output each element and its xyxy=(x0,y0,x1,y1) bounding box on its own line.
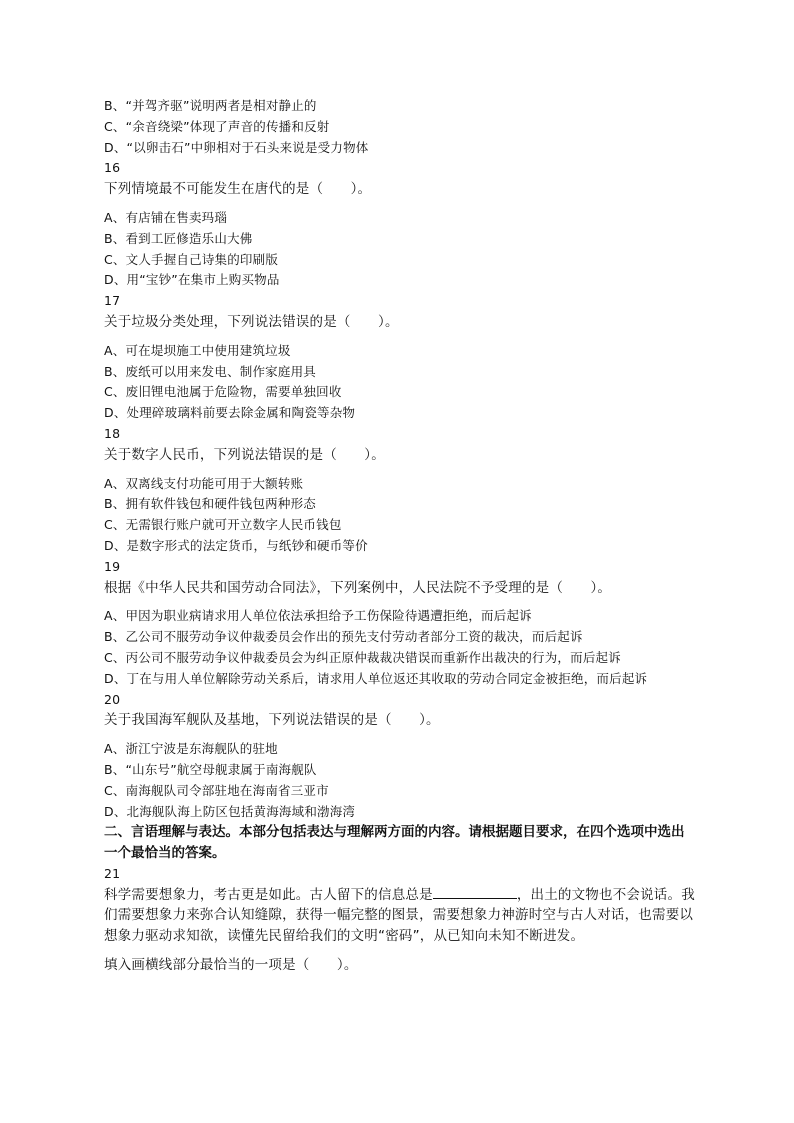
exam-page xyxy=(104,96,704,976)
question-17 xyxy=(104,291,704,424)
question-number: 21 xyxy=(104,865,121,881)
option-a: A、双离线支付功能可用于大额转账 xyxy=(104,475,304,491)
question-stem: 根据《中华人民共和国劳动合同法》，下列案例中，人民法院不予受理的是（ ）。 xyxy=(104,579,612,596)
question-number: 20 xyxy=(104,691,121,707)
option-c: C、废旧锂电池属于危险物，需要单独回收 xyxy=(104,384,342,400)
fill-in-blank xyxy=(433,885,517,899)
option-c: C、“余音绕梁”体现了声音的传播和反射 xyxy=(104,118,330,134)
option-b: B、“并驾齐驱”说明两者是相对静止的 xyxy=(104,98,317,113)
option-b: B、“山东号”航空母舰隶属于南海舰队 xyxy=(104,761,317,777)
question-number: 18 xyxy=(104,425,121,441)
option-b: B、看到工匠修造乐山大佛 xyxy=(104,230,253,246)
option-b: B、乙公司不服劳动争议仲裁委员会作出的预先支付劳动者部分工资的裁决，而后起诉 xyxy=(104,629,583,645)
section-heading: 二、言语理解与表达。本部分包括表达与理解两方面的内容。请根据题目要求，在四个选项中选出一个最恰当的答案。 xyxy=(104,824,685,862)
option-d: D、是数字形式的法定货币，与纸钞和硬币等价 xyxy=(104,537,368,553)
question-21 xyxy=(104,864,704,976)
question-15-options-tail xyxy=(104,96,704,158)
question-18 xyxy=(104,424,704,557)
question-stem: 关于垃圾分类处理，下列说法错误的是（ ）。 xyxy=(104,313,399,330)
option-a: A、有店铺在售卖玛瑙 xyxy=(104,209,228,225)
option-d: D、丁在与用人单位解除劳动关系后，请求用人单位返还其收取的劳动合同定金被拒绝，而后起诉 xyxy=(104,670,648,686)
option-d: D、北海舰队海上防区包括黄海海域和渤海湾 xyxy=(104,803,356,819)
question-number: 17 xyxy=(104,293,121,309)
option-c: C、文人手握自己诗集的印刷版 xyxy=(104,251,279,267)
option-c: C、丙公司不服劳动争议仲裁委员会为纠正原仲裁裁决错误而重新作出裁决的行为，而后起诉 xyxy=(104,649,621,665)
question-prompt: 填入画横线部分最恰当的一项是（ ）。 xyxy=(104,957,358,974)
question-stem: 关于我国海军舰队及基地，下列说法错误的是（ ）。 xyxy=(104,712,440,729)
option-b: B、废纸可以用来发电、制作家庭用具 xyxy=(104,363,316,379)
option-d: D、用“宝钞”在集市上购买物品 xyxy=(104,272,280,288)
question-20 xyxy=(104,690,704,823)
question-number: 16 xyxy=(104,160,121,176)
passage-text-after: ，出土的文物也不会说话。我们需要想象力来弥合认知缝隙，获得一幅完整的图景，需要想象力神游时空与古人对话，也需要以想象力驱动求知欲，读懂先民留给我们的文明“密码”，从已知向未知不断进发。 xyxy=(104,886,695,945)
question-stem: 关于数字人民币，下列说法错误的是（ ）。 xyxy=(104,446,385,463)
option-c: C、无需银行账户就可开立数字人民币钱包 xyxy=(104,517,342,533)
question-stem: 下列情境最不可能发生在唐代的是（ ）。 xyxy=(104,181,372,198)
option-a: A、可在堤坝施工中使用建筑垃圾 xyxy=(104,342,291,358)
question-16 xyxy=(104,158,704,291)
question-19 xyxy=(104,557,704,690)
question-passage xyxy=(104,885,696,947)
option-a: A、浙江宁波是东海舰队的驻地 xyxy=(104,741,278,757)
option-d: D、“以卵击石”中卵相对于石头来说是受力物体 xyxy=(104,139,369,155)
option-d: D、处理碎玻璃料前要去除金属和陶瓷等杂物 xyxy=(104,405,356,421)
option-b: B、拥有软件钱包和硬件钱包两种形态 xyxy=(104,496,316,512)
option-c: C、南海舰队司令部驻地在海南省三亚市 xyxy=(104,782,329,798)
passage-text-before: 科学需要想象力，考古更是如此。古人留下的信息总是 xyxy=(104,886,433,903)
question-number: 19 xyxy=(104,558,121,574)
option-a: A、甲因为职业病请求用人单位依法承担给予工伤保险待遇遭拒绝，而后起诉 xyxy=(104,608,532,624)
